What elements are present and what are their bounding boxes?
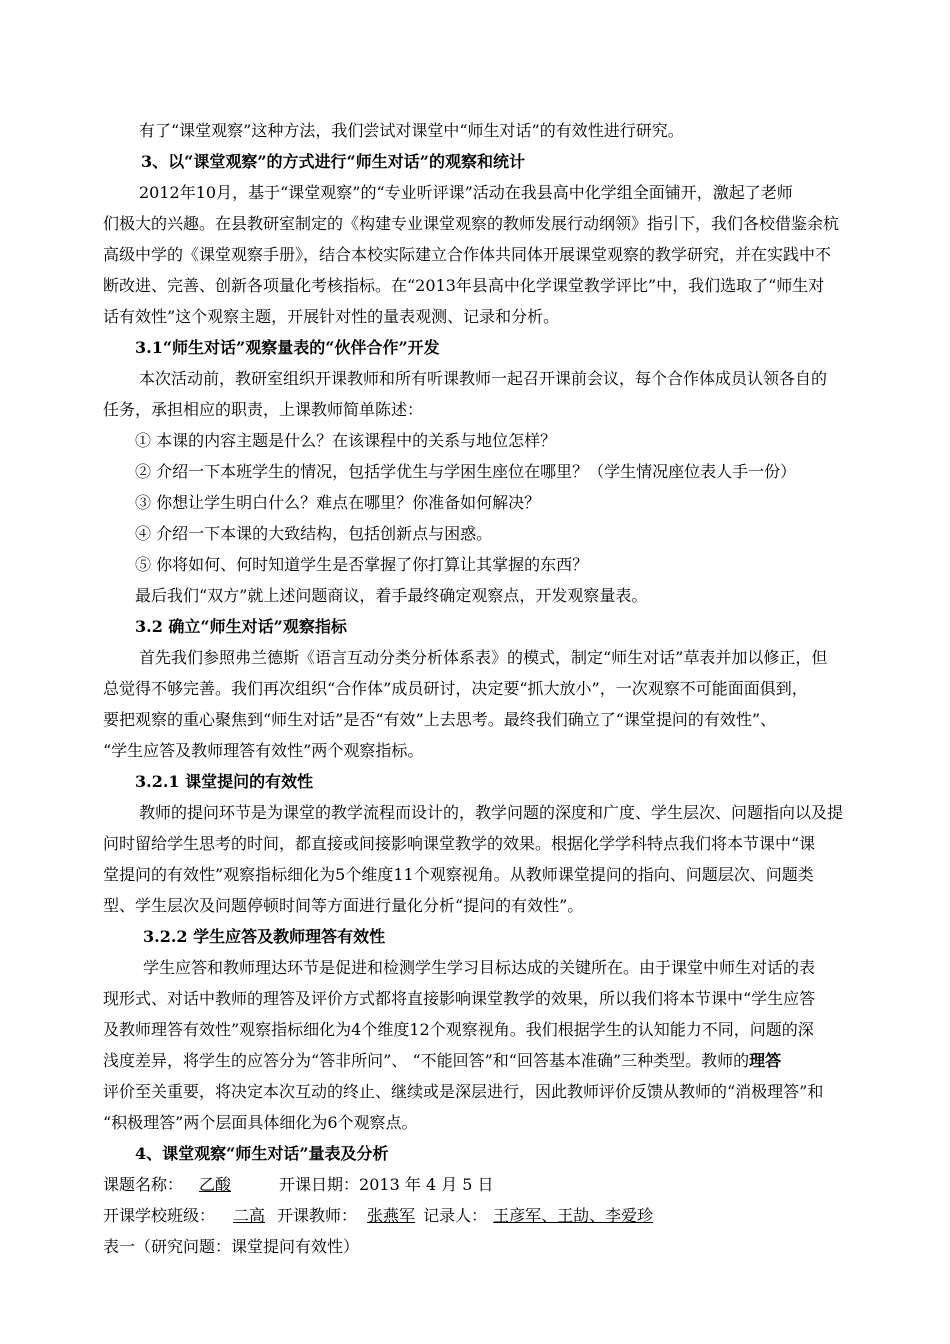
topic-row xyxy=(103,1175,494,1195)
paragraph-line: 有了“课堂观察”这种方法，我们尝试对课堂中“师生对话”的有效性进行研究。 xyxy=(139,121,684,140)
teacher-label: 开课教师： xyxy=(277,1206,358,1225)
paragraph-line: 话有效性”这个观察主题，开展针对性的量表观测、记录和分析。 xyxy=(103,307,560,326)
class-row xyxy=(103,1206,659,1226)
recorder-label: 记录人： xyxy=(423,1206,488,1225)
section-heading-4: 4、课堂观察“师生对话”量表及分析 xyxy=(135,1144,389,1163)
paragraph-line: 问时留给学生思考的时间，都直接或间接影响课堂教学的效果。根据化学学科特点我们将本节课中“课 xyxy=(103,834,816,853)
paragraph-line: 2012年10月，基于“课堂观察”的“专业听评课”活动在我县高中化学组全面铺开，激起了老师 xyxy=(139,183,793,202)
list-item: ③ 你想让学生明白什么？难点在哪里？你准备如何解决？ xyxy=(135,493,541,512)
paragraph-line: 学生应答和教师理达环节是促进和检测学生学习目标达成的关键所在。由于课堂中师生对话的表 xyxy=(143,958,816,977)
list-item: ⑤ 你将如何、何时知道学生是否掌握了你打算让其掌握的东西？ xyxy=(135,555,589,574)
recorder-value: 王彦军、王劼、李爱珍 xyxy=(493,1206,654,1225)
paragraph-line: 本次活动前，教研室组织开课教师和所有听课教师一起召开课前会议，每个合作体成员认领各自的 xyxy=(139,369,828,388)
paragraph-line xyxy=(103,1051,781,1071)
list-item: ① 本课的内容主题是什么？在该课程中的关系与地位怎样？ xyxy=(135,431,557,450)
paragraph-line: 任务，承担相应的职责，上课教师简单陈述： xyxy=(103,400,424,419)
section-heading-3-1: 3.1“师生对话”观察量表的“伙伴合作”开发 xyxy=(135,338,440,357)
paragraph-line: 首先我们参照弗兰德斯《语言互动分类分析体系表》的模式，制定“师生对话”草表并加以修正，但 xyxy=(139,648,828,667)
section-heading-3-2-1: 3.2.1 课堂提问的有效性 xyxy=(135,772,314,791)
section-heading-3-2-2: 3.2.2 学生应答及教师理答有效性 xyxy=(143,927,386,946)
section-heading-3-2: 3.2 确立“师生对话”观察指标 xyxy=(135,617,347,636)
list-item: ② 介绍一下本班学生的情况，包括学优生与学困生座位在哪里？（学生情况座位表人手一份） xyxy=(135,462,797,481)
paragraph-line: 们极大的兴趣。在县教研室制定的《构建专业课堂观察的教师发展行动纲领》指引下，我们各校借鉴余杭 xyxy=(103,214,840,233)
table-caption: 表一（研究问题：课堂提问有效性） xyxy=(103,1237,360,1256)
list-item: ④ 介绍一下本课的大致结构，包括创新点与困惑。 xyxy=(135,524,493,543)
date-label: 开课日期： xyxy=(279,1175,360,1194)
paragraph-line: 评价至关重要，将决定本次互动的终止、继续或是深层进行，因此教师评价反馈从教师的“消极理答”和 xyxy=(103,1082,824,1101)
topic-value: 乙酸 xyxy=(199,1175,232,1194)
class-value: 二高 xyxy=(233,1206,266,1225)
bold-term: 理答 xyxy=(749,1051,782,1070)
class-label: 开课学校班级： xyxy=(103,1206,216,1225)
paragraph-line: 要把观察的重心聚焦到“师生对话”是否“有效”上去思考。最终我们确立了“课堂提问的有效性”、 xyxy=(103,710,777,729)
paragraph-text: 浅度差异，将学生的应答分为“答非所问”、 “不能回答”和“回答基本准确”三种类型。教师的 xyxy=(103,1051,750,1070)
date-value: 2013 年 4 月 5 日 xyxy=(359,1175,494,1194)
paragraph-line: “积极理答”两个层面具体细化为6个观察点。 xyxy=(103,1113,418,1132)
paragraph-line: 教师的提问环节是为课堂的教学流程而设计的，教学问题的深度和广度、学生层次、问题指向以及提 xyxy=(139,803,844,822)
paragraph-line: 及教师理答有效性”观察指标细化为4个维度12个观察视角。我们根据学生的认知能力不同，问题的深 xyxy=(103,1020,814,1039)
paragraph-line: 堂提问的有效性”观察指标细化为5个维度11个观察视角。从教师课堂提问的指向、问题层次、问题类 xyxy=(103,865,814,884)
topic-label: 课题名称： xyxy=(103,1175,184,1194)
paragraph-line: 高级中学的《课堂观察手册》，结合本校实际建立合作体共同体开展课堂观察的教学研究，并在实践中不 xyxy=(103,245,832,264)
teacher-value: 张燕军 xyxy=(367,1206,416,1225)
paragraph-line: 型、学生层次及问题停顿时间等方面进行量化分析“提问的有效性”。 xyxy=(103,896,584,915)
paragraph-line: 总觉得不够完善。我们再次组织“合作体”成员研讨，决定要“抓大放小”，一次观察不可能面面俱到， xyxy=(103,679,808,698)
section-heading-3: 3、以“课堂观察”的方式进行“师生对话”的观察和统计 xyxy=(141,152,525,171)
paragraph-line: “学生应答及教师理答有效性”两个观察指标。 xyxy=(103,741,424,760)
paragraph-line: 最后我们“双方”就上述问题商议，着手最终确定观察点，开发观察量表。 xyxy=(135,586,648,605)
paragraph-line: 现形式、对话中教师的理答及评价方式都将直接影响课堂教学的效果，所以我们将本节课中“学生应答 xyxy=(103,989,816,1008)
paragraph-line: 断改进、完善、创新各项量化考核指标。在“2013年县高中化学课堂教学评比”中，我们选取了“师生对 xyxy=(103,276,825,295)
